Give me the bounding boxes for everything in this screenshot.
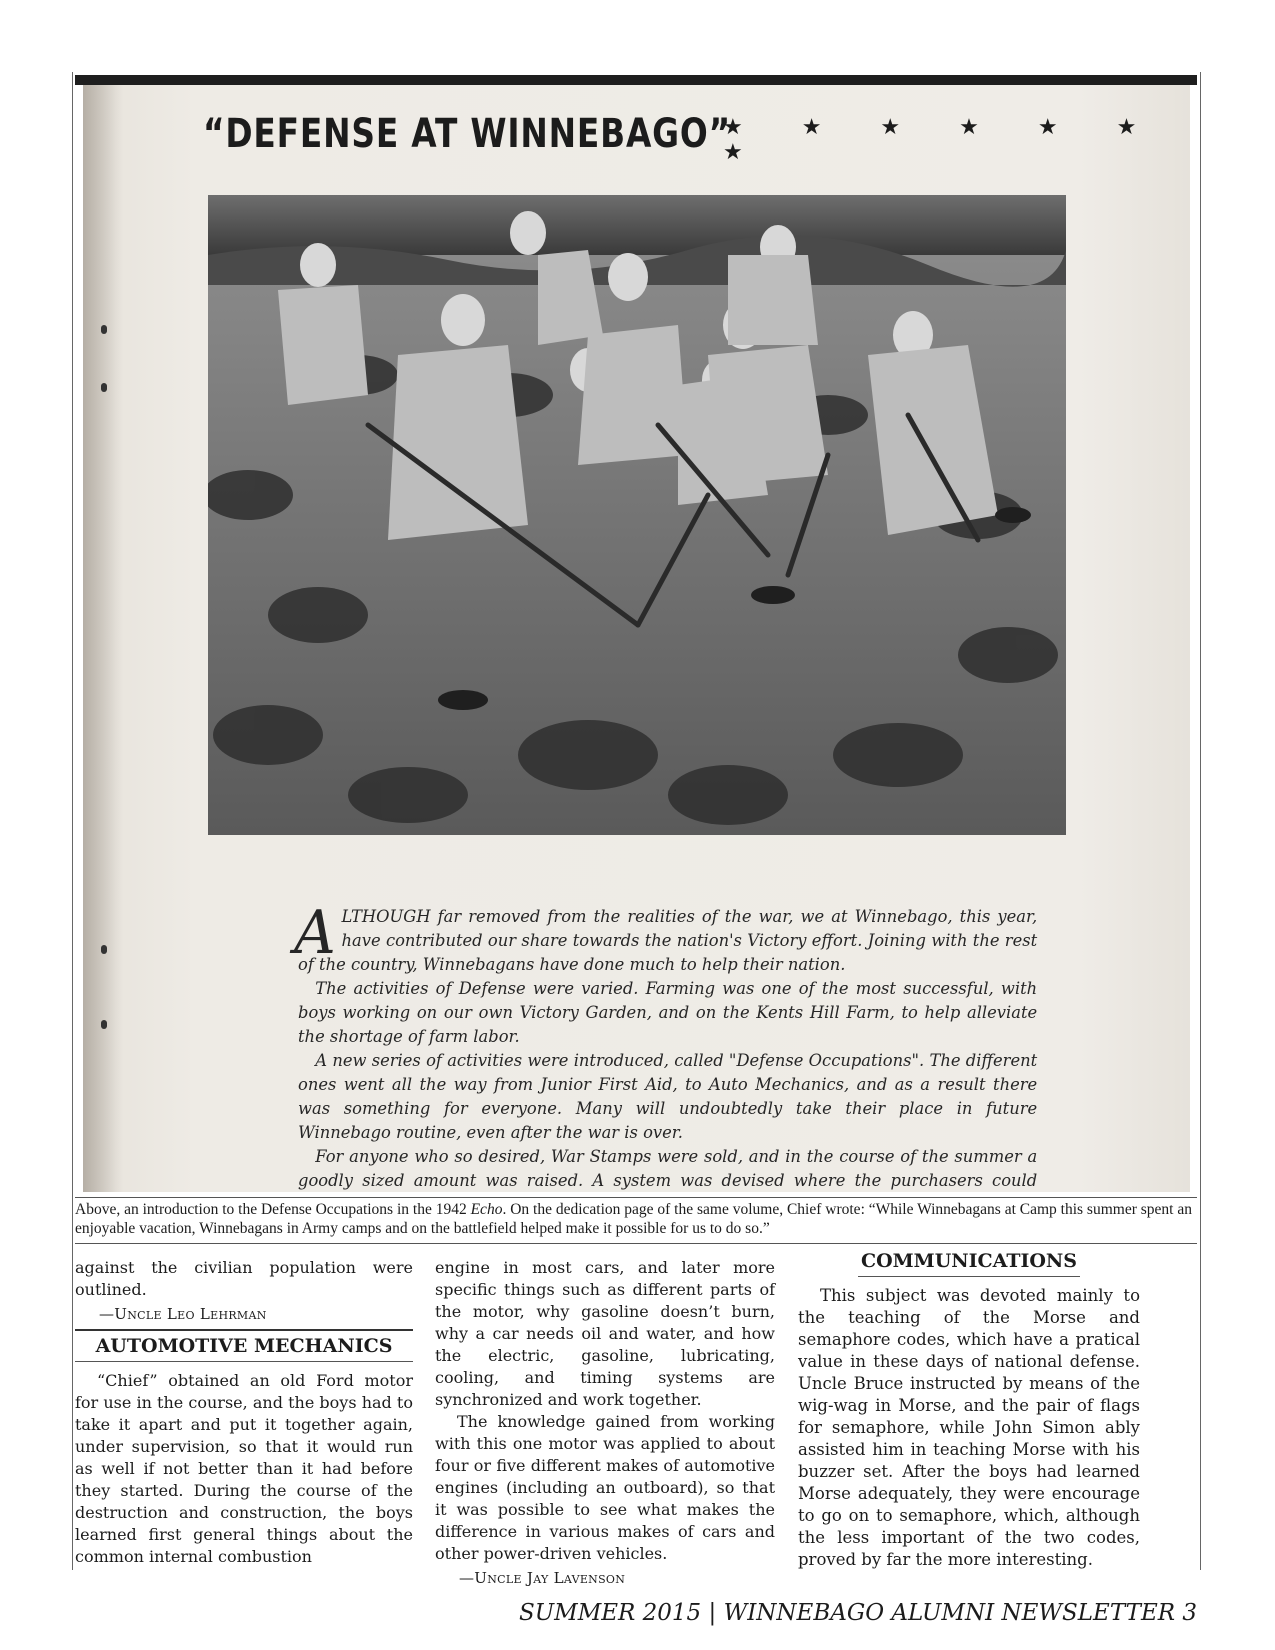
photo-caption <box>75 1200 1195 1238</box>
scan-paragraph: The activities of Defense were varied. Farming was one of the most successful, with boys working on our own Victory Garden, and on the Kents Hill Farm, to help alleviate the shortage of farm labor. <box>298 979 1038 1047</box>
star-row: ★ ★ ★ ★ ★ ★ ★ <box>723 115 1163 165</box>
photo-boys-farming <box>208 195 1066 835</box>
column-left <box>75 1257 413 1568</box>
caption-text: Above, an introduction to the Defense Occupations in the 1942 <box>75 1201 471 1218</box>
left-margin-line <box>72 72 73 1570</box>
author-signature: —Uncle Jay Lavenson <box>459 1569 626 1587</box>
drop-cap: A <box>294 898 336 968</box>
scan-paragraph: LTHOUGH far removed from the realities of the war, we at Winnebago, this year, have contributed our share towards the nation's Victory effort. Joining with the rest of the country, Winnebagans have done much to help their nation. <box>298 907 1038 975</box>
scan-paragraph: A new series of activities were introduced, called "Defense Occupations". The different ones went all the way from Junior First Aid, to Auto Mechanics, and as a result there was something for everyone. Many will undoubtedly take their place in future Winnebago routine, even after the war is over. <box>298 1051 1038 1143</box>
body-paragraph: This subject was devoted mainly to the teaching of the Morse and semaphore codes, which have a pratical value in these days of national defense. Uncle Bruce instructed by means of the wig-wag in Morse, and the pair of flags for semaphore, while John Simon ably assisted him in teaching Morse with his buzzer set. After the boys had learned Morse adequately, they were encourage to go on to semaphore, which, although the less important of the two codes, proved by far the more interesting. <box>798 1286 1140 1569</box>
caption-rule-top <box>75 1197 1197 1198</box>
column-middle <box>435 1257 775 1589</box>
heading-communications: COMMUNICATIONS <box>858 1248 1080 1277</box>
author-signature: —Uncle Leo Lehrman <box>99 1305 267 1323</box>
page-footer: SUMMER 2015 | WINNEBAGO ALUMNI NEWSLETTER 3 <box>519 1600 1197 1626</box>
caption-rule-bottom <box>75 1243 1197 1244</box>
top-rule-bar <box>75 75 1197 85</box>
caption-echo-title: Echo <box>470 1201 503 1218</box>
heading-automotive-mechanics: AUTOMOTIVE MECHANICS <box>75 1329 413 1362</box>
column-right <box>798 1248 1140 1571</box>
caption-text: . On the dedication page of the same volume, Chief wrote: “While Winnebagans at Camp this summer spent an enjoyable vacation, Winnebagans in Army camps and on the battlefield helped make it possible for us to do so.” <box>75 1201 1192 1237</box>
binding-mark <box>101 945 107 954</box>
scan-title: “DEFENSE AT WINNEBAGO” <box>203 111 732 157</box>
right-margin-line <box>1200 72 1201 1570</box>
scanned-yearbook-page <box>83 85 1190 1192</box>
continued-text: engine in most cars, and later more specific things such as different parts of the motor, why gasoline doesn’t burn, why a car needs oil and water, and how the electric, gasoline, lubricating, cooling, and timing systems are synchronized and work together. <box>435 1258 775 1409</box>
body-paragraph: The knowledge gained from working with this one motor was applied to about four or five different makes of automotive engines (including an outboard), so that it was possible to see what makes the difference in various makes of cars and other power-driven vehicles. <box>435 1412 775 1563</box>
body-paragraph: “Chief” obtained an old Ford motor for use in the course, and the boys had to take it apart and put it together again, under supervision, so that it would run as well if not better than it had before they started. During the course of the destruction and construction, the boys learned first general things about the common internal combustion <box>75 1371 413 1566</box>
scan-paragraph: For anyone who so desired, War Stamps were sold, and in the course of the summer a goodly sized amount was raised. A system was devised where the purchasers could <box>298 1147 1038 1191</box>
scan-intro-text <box>294 898 1038 1192</box>
binding-mark <box>101 325 107 334</box>
binding-mark <box>101 383 107 392</box>
binding-mark <box>101 1020 107 1029</box>
continued-text: against the civilian population were outlined. <box>75 1258 413 1299</box>
